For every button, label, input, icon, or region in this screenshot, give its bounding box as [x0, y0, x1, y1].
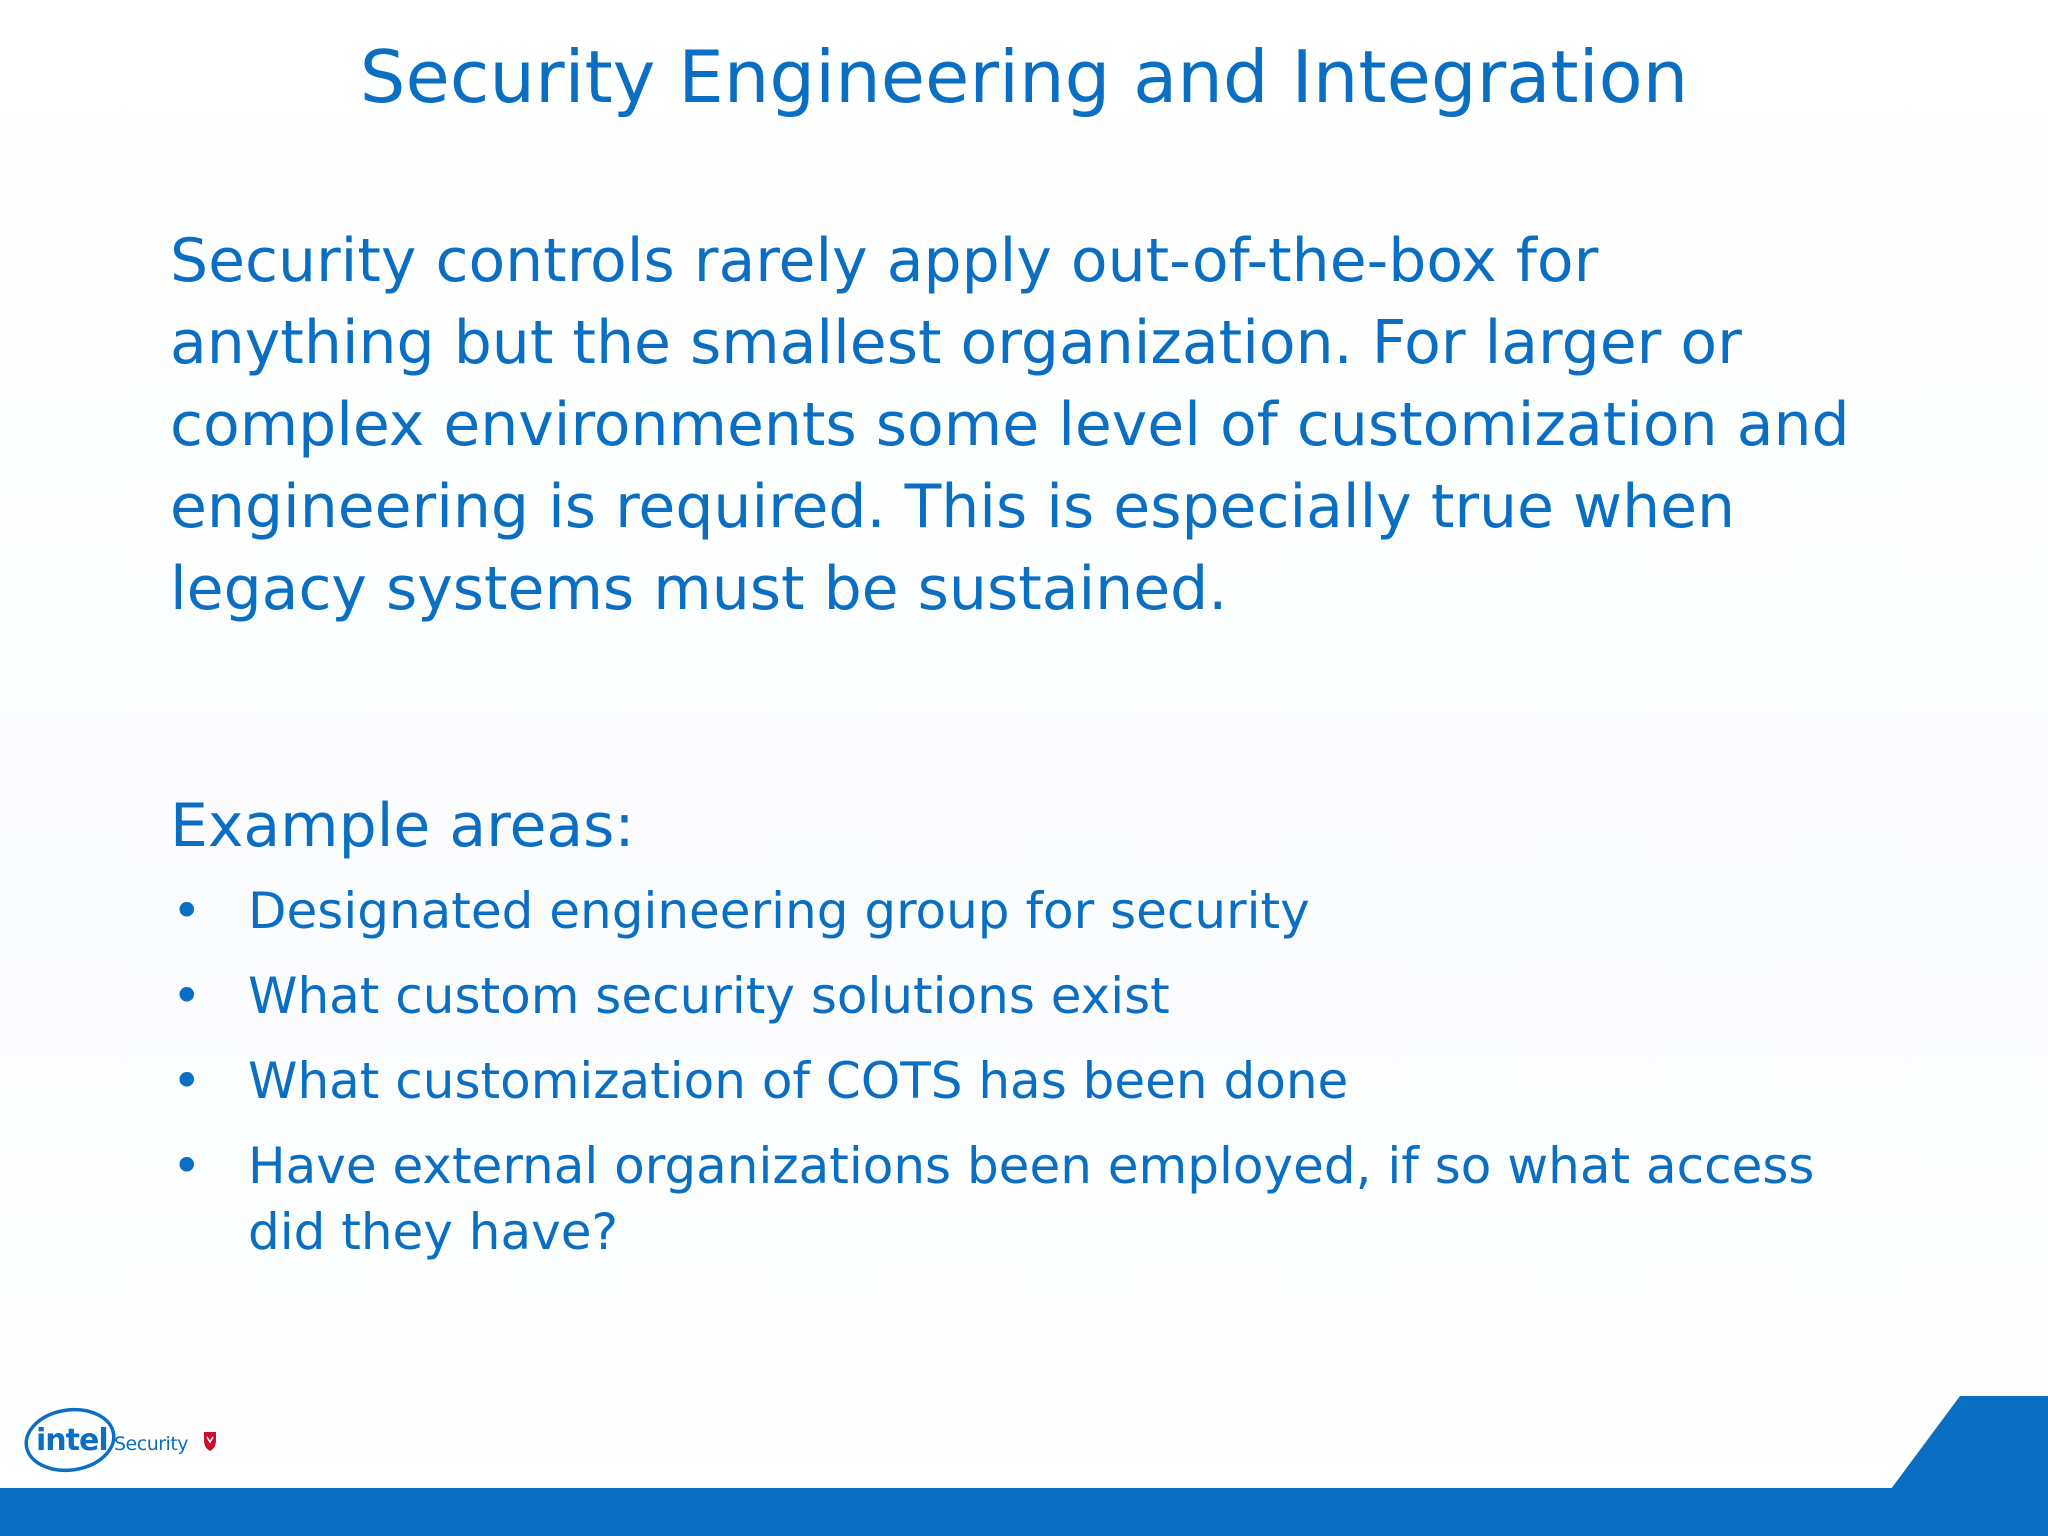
- intro-line: complex environments some level of customization and: [170, 390, 1850, 460]
- intel-security-logo: [22, 1400, 222, 1480]
- intro-line: Security controls rarely apply out-of-the-box for: [170, 226, 1599, 296]
- list-item: [170, 878, 1870, 944]
- bullet-icon: •: [172, 967, 202, 1025]
- footer-band: [0, 1488, 2048, 1536]
- list-item-text: What customization of COTS has been done: [248, 1052, 1349, 1110]
- intro-line: engineering is required. This is especially true when: [170, 472, 1736, 542]
- slide-title: Security Engineering and Integration: [359, 35, 1689, 119]
- logo-brand-text: intel: [36, 1423, 108, 1458]
- list-item-text: Designated engineering group for security: [248, 882, 1310, 940]
- bullet-icon: •: [172, 1052, 202, 1110]
- list-item-text: What custom security solutions exist: [248, 967, 1170, 1025]
- logo-product-text: Security: [114, 1433, 189, 1455]
- list-item: [170, 1048, 1870, 1114]
- bullet-icon: •: [172, 1137, 202, 1195]
- intro-line: anything but the smallest organization. For larger or: [170, 308, 1742, 378]
- list-item-text: Have external organizations been employed, if so what access: [248, 1137, 1815, 1195]
- list-item: [170, 963, 1870, 1029]
- example-areas-list: [170, 878, 1870, 1284]
- list-item-text: did they have?: [248, 1203, 619, 1261]
- list-item: [170, 1133, 1870, 1265]
- example-areas-heading: Example areas:: [170, 791, 635, 861]
- intro-paragraph: [170, 220, 1910, 630]
- intro-line: legacy systems must be sustained.: [170, 554, 1228, 624]
- shield-icon: [204, 1432, 216, 1451]
- bullet-icon: •: [172, 882, 202, 940]
